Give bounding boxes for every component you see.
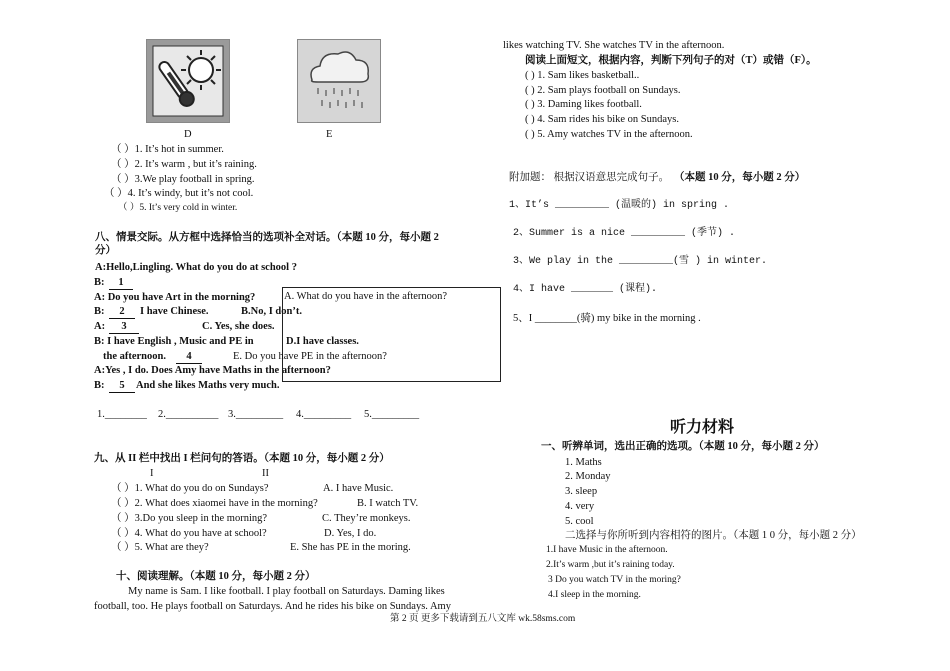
passage-line-2: football, too. He plays football on Saturdays. And he rides his bike on Sundays. Amy xyxy=(94,601,451,612)
column-ii-header: II xyxy=(262,468,269,479)
bonus-item: 3、We play in the _________(雪 ) in winter. xyxy=(513,256,768,267)
listening-word: 3. sleep xyxy=(565,486,598,497)
dialog-line-4: B: xyxy=(94,306,105,317)
listening-word: 4. very xyxy=(565,501,595,512)
option-c: C. Yes, she does. xyxy=(202,321,275,332)
listening-part1-title: 一、听辨单词，选出正确的选项。（本题 10 分，每小题 2 分） xyxy=(541,441,825,452)
option-a: A. What do you have in the afternoon? xyxy=(284,291,448,302)
reading-instruction: 阅读上面短文，根据内容，判断下列句子的对（T）或错（F）。 xyxy=(525,55,817,66)
dialog-line-4-end: I have Chinese. xyxy=(140,306,209,317)
judge-item: （ ）4. It’s windy, but it’s not cool. xyxy=(104,188,254,199)
dialog-line-9-end: And she likes Maths very much. xyxy=(136,380,280,391)
reading-item: ( ) 2. Sam plays football on Sundays. xyxy=(525,85,681,96)
dialog-line-6: B: I have English , Music and PE in xyxy=(94,336,254,347)
sun-thermometer-icon xyxy=(147,40,229,122)
dialog-line-1: A:Hello,Lingling. What do you do at school ? xyxy=(95,262,297,273)
page-footer: 第 2 页 更多下载请到五八文库 wk.58sms.com xyxy=(390,614,576,624)
listening-sentence: 2.It’s warm ,but it’s raining today. xyxy=(546,560,675,570)
dialog-line-2: B: xyxy=(94,277,105,288)
match-question: （ ）4. What do you have at school? xyxy=(111,528,267,539)
bonus-title: 附加题： 根据汉语意思完成句子。 xyxy=(509,172,670,183)
dialog-line-9: B: xyxy=(94,380,105,391)
picture-label-e: E xyxy=(326,129,333,140)
passage-line-1: My name is Sam. I like football. I play football on Saturdays. Daming likes xyxy=(128,586,445,597)
bonus-item: 1、It’s _________ (温暖的) in spring . xyxy=(509,200,730,211)
rain-cloud-icon xyxy=(298,40,380,122)
listening-sentence: 4.I sleep in the morning. xyxy=(548,590,641,600)
judge-item: （ ）2. It’s warm , but it’s raining. xyxy=(111,159,257,170)
bonus-item: 2、Summer is a nice _________ (季节) . xyxy=(513,228,736,239)
dialog-line-8: A:Yes , I do. Does Amy have Maths in the afternoon? xyxy=(94,365,331,376)
listening-sentence: 1.I have Music in the afternoon. xyxy=(546,545,668,555)
answer-3[interactable]: 3._________ xyxy=(228,409,284,420)
match-answer: B. I watch TV. xyxy=(357,498,419,509)
blank-3[interactable]: 3 xyxy=(109,320,139,334)
listening-word: 1. Maths xyxy=(565,457,602,468)
listening-word: 5. cool xyxy=(565,516,594,527)
listening-sentence: 3 Do you watch TV in the moring? xyxy=(548,575,681,585)
judge-item: （ ）1. It’s hot in summer. xyxy=(111,144,224,155)
listening-part2-title: 二选择与你所听到内容相符的图片。（本题 1 0 分，每小题 2 分） xyxy=(565,530,862,541)
answer-2[interactable]: 2.__________ xyxy=(158,409,219,420)
blank-4[interactable]: 4 xyxy=(176,350,202,364)
judge-item: （ ）5. It’s very cold in winter. xyxy=(118,203,238,213)
option-e: E. Do you have PE in the afternoon? xyxy=(233,351,387,362)
picture-label-d: D xyxy=(184,129,192,140)
listening-heading: 听力材料 xyxy=(670,417,735,436)
section8-title: 八、情景交际。从方框中选择恰当的选项补全对话。（本题 10 分，每小题 2 xyxy=(95,232,439,243)
section9-title: 九、从 II 栏中找出 I 栏问句的答语。（本题 10 分，每小题 2 分） xyxy=(94,453,390,464)
blank-1[interactable]: 1 xyxy=(109,276,133,290)
blank-5[interactable]: 5 xyxy=(109,379,135,393)
reading-item: ( ) 1. Sam likes basketball.. xyxy=(525,70,640,81)
bonus-item: 5、I ________(骑) my bike in the morning . xyxy=(513,313,701,324)
match-question: （ ）5. What are they? xyxy=(111,542,209,553)
match-question: （ ）2. What does xiaomei have in the morning? xyxy=(111,498,318,509)
rain-cloud-picture xyxy=(297,39,381,123)
match-answer: C. They’re monkeys. xyxy=(322,513,411,524)
match-question: （ ）1. What do you do on Sundays? xyxy=(111,483,269,494)
listening-word: 2. Monday xyxy=(565,471,611,482)
option-d: D.I have classes. xyxy=(286,336,359,347)
answer-4[interactable]: 4._________ xyxy=(296,409,352,420)
sun-thermometer-picture xyxy=(146,39,230,123)
section10-title: 十、阅读理解。（本题 10 分，每小题 2 分） xyxy=(116,571,316,582)
match-question: （ ）3.Do you sleep in the morning? xyxy=(111,513,268,524)
reading-item: ( ) 5. Amy watches TV in the afternoon. xyxy=(525,129,693,140)
match-answer: D. Yes, I do. xyxy=(324,528,377,539)
judge-item: （ ）3.We play football in spring. xyxy=(111,174,255,185)
dialog-line-5: A: xyxy=(94,321,106,332)
dialog-line-3: A: Do you have Art in the morning? xyxy=(94,292,256,303)
dialog-line-7: the afternoon. xyxy=(103,351,166,362)
blank-2[interactable]: 2 xyxy=(109,305,135,319)
column-i-header: I xyxy=(150,468,154,479)
passage-line-3: likes watching TV. She watches TV in the afternoon. xyxy=(503,40,725,51)
match-answer: A. I have Music. xyxy=(323,483,394,494)
answer-1[interactable]: 1.________ xyxy=(97,409,147,420)
bonus-score: （本题 10 分，每小题 2 分） xyxy=(674,172,806,183)
reading-item: ( ) 3. Daming likes football. xyxy=(525,99,642,110)
reading-item: ( ) 4. Sam rides his bike on Sundays. xyxy=(525,114,679,125)
match-answer: E. She has PE in the moring. xyxy=(290,542,411,553)
bonus-item: 4、I have _______ (课程). xyxy=(513,284,658,295)
option-b: B.No, I don’t. xyxy=(241,306,302,317)
section8-title-cont: 分） xyxy=(95,245,116,256)
answer-5[interactable]: 5._________ xyxy=(364,409,420,420)
